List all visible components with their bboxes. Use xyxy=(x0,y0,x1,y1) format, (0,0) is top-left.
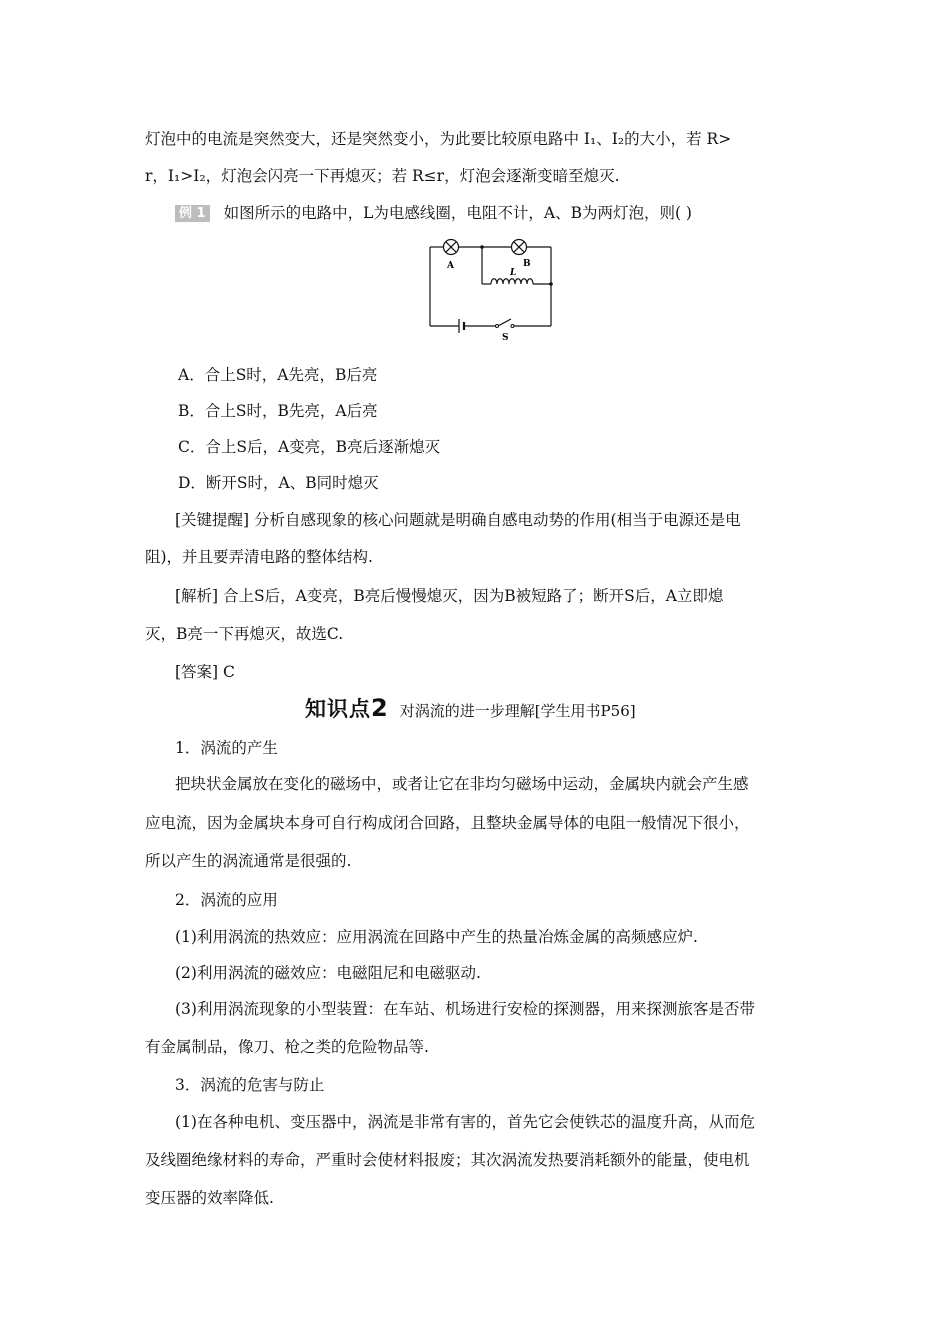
section-1-heading: 1．涡流的产生 xyxy=(175,739,278,757)
section-3-item-1b: 及线圈绝缘材料的寿命，严重时会使材料报废；其次涡流发热要消耗额外的能量，使电机 xyxy=(145,1151,750,1169)
section-3-heading: 3．涡流的危害与防止 xyxy=(175,1076,325,1094)
option-d: D．断开S时，A、B同时熄灭 xyxy=(178,474,379,492)
section-2-heading: 2．涡流的应用 xyxy=(175,891,278,909)
knowledge-point-heading xyxy=(305,693,636,723)
label-b: B xyxy=(523,259,531,269)
knowledge-point-title: 知识点 xyxy=(305,697,371,721)
section-2-item-3a: (3)利用涡流现象的小型装置：在车站、机场进行安检的探测器，用来探测旅客是否带 xyxy=(175,1000,755,1018)
switch-icon xyxy=(498,319,511,326)
hint-line-2: 阻)，并且要弄清电路的整体结构. xyxy=(145,548,373,566)
answer: [答案] C xyxy=(175,663,235,681)
section-3-item-1c: 变压器的效率降低. xyxy=(145,1189,274,1207)
knowledge-point-subtitle: 对涡流的进一步理解[学生用书P56] xyxy=(399,702,636,720)
section-2-item-1: (1)利用涡流的热效应：应用涡流在回路中产生的热量冶炼金属的高频感应炉. xyxy=(175,928,698,946)
knowledge-point-number: 2 xyxy=(371,694,388,722)
option-c: C．合上S后，A变亮，B亮后逐渐熄灭 xyxy=(178,438,441,456)
circuit-diagram xyxy=(425,234,565,344)
intro-line-1: 灯泡中的电流是突然变大，还是突然变小，为此要比较原电路中 I₁、I₂的大小，若 R> xyxy=(145,130,732,148)
question-text: 如图所示的电路中，L为电感线圈，电阻不计，A、B为两灯泡，则( ) xyxy=(223,204,692,222)
example-question xyxy=(175,201,692,225)
section-1-para-2: 应电流，因为金属块本身可自行构成闭合回路，且整块金属导体的电阻一般情况下很小， xyxy=(145,814,750,832)
label-l: L xyxy=(510,268,517,278)
example-tag: 例 1 xyxy=(175,205,210,222)
section-2-item-2: (2)利用涡流的磁效应：电磁阻尼和电磁驱动. xyxy=(175,964,481,982)
section-2-item-3b: 有金属制品，像刀、枪之类的危险物品等. xyxy=(145,1038,429,1056)
label-a: A xyxy=(447,261,454,271)
label-s: S xyxy=(502,333,509,343)
analysis-line-1: [解析] 合上S后，A变亮，B亮后慢慢熄灭，因为B被短路了；断开S后，A立即熄 xyxy=(175,587,724,605)
option-b: B．合上S时，B先亮，A后亮 xyxy=(178,402,378,420)
hint-line-1: [关键提醒] 分析自感现象的核心问题就是明确自感电动势的作用(相当于电源还是电 xyxy=(175,511,741,529)
option-a: A．合上S时，A先亮，B后亮 xyxy=(178,366,378,384)
intro-line-2: r，I₁>I₂，灯泡会闪亮一下再熄灭；若 R≤r，灯泡会逐渐变暗至熄灭. xyxy=(145,167,620,185)
section-1-para-3: 所以产生的涡流通常是很强的. xyxy=(145,852,352,870)
section-1-para-1: 把块状金属放在变化的磁场中，或者让它在非均匀磁场中运动，金属块内就会产生感 xyxy=(175,775,749,793)
section-3-item-1a: (1)在各种电机、变压器中，涡流是非常有害的，首先它会使铁芯的温度升高，从而危 xyxy=(175,1113,755,1131)
analysis-line-2: 灭，B亮一下再熄灭，故选C. xyxy=(145,625,344,643)
inductor-icon xyxy=(491,279,533,284)
